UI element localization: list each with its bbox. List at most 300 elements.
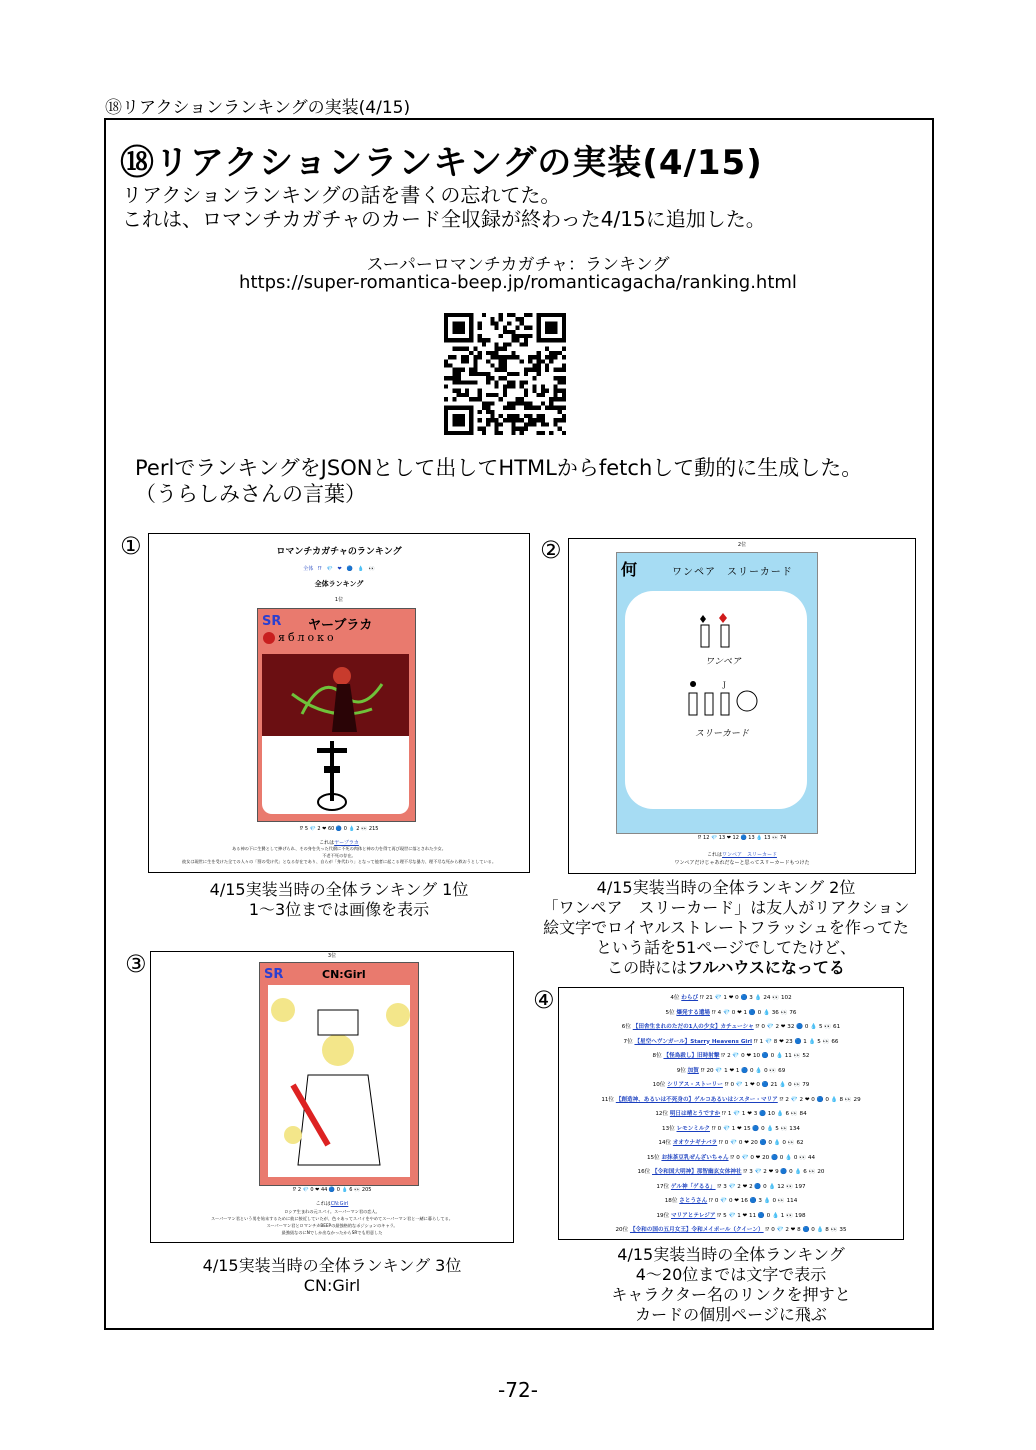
qr-module	[511, 418, 515, 422]
qr-module	[528, 418, 532, 422]
qr-module	[528, 406, 532, 410]
tab-heart[interactable]: ❤	[337, 566, 342, 572]
rank-label: 7位	[623, 1038, 635, 1045]
caption-2	[520, 878, 932, 978]
qr-module	[524, 326, 528, 330]
qr-module	[541, 385, 545, 389]
qr-module	[473, 359, 477, 363]
qr-module	[558, 368, 562, 372]
card-artwork	[262, 654, 409, 736]
qr-module	[486, 401, 490, 405]
qr-module	[486, 359, 490, 363]
qr-module	[499, 368, 503, 372]
caption-line: 1〜3位までは画像を表示	[248, 900, 430, 919]
qr-module	[490, 321, 494, 325]
rank-label: 15位	[646, 1154, 662, 1161]
qr-module	[516, 338, 520, 342]
shot3-rank: 3位	[327, 953, 337, 959]
qr-module	[490, 376, 494, 380]
qr-module	[499, 422, 503, 426]
reaction-stats: ⁉ 0 💎 2 ❤ 32 🔵 0 💧 5 👀 61	[753, 1024, 841, 1030]
qr-module	[503, 359, 507, 363]
qr-module	[528, 359, 532, 363]
qr-module	[507, 372, 511, 376]
qr-module	[516, 326, 520, 330]
qr-module	[494, 385, 498, 389]
qr-module	[490, 351, 494, 355]
qr-module	[482, 342, 486, 346]
qr-module	[448, 355, 452, 359]
qr-module	[528, 313, 532, 317]
card-cn-girl[interactable]	[259, 962, 419, 1186]
qr-module	[452, 347, 456, 351]
qr-module	[490, 401, 494, 405]
character-link[interactable]: シリアス・ストーリー	[667, 1082, 723, 1088]
qr-module	[457, 368, 461, 372]
qr-module	[494, 380, 498, 384]
qr-module	[478, 351, 482, 355]
qr-module	[532, 418, 536, 422]
ranking-row	[559, 991, 903, 1006]
qr-module	[465, 355, 469, 359]
qr-module	[461, 368, 465, 372]
qr-module	[553, 385, 557, 389]
qr-module	[486, 393, 490, 397]
rank-label: 5位	[665, 1009, 677, 1016]
qr-module	[452, 389, 456, 393]
body-line: PerlでランキングをJSONとして出してHTMLからfetchして動的に生成した。	[135, 456, 863, 480]
qr-module	[457, 347, 461, 351]
qr-module	[524, 389, 528, 393]
ranking-row	[559, 1107, 903, 1122]
card-link[interactable]: ワンペア スリーカード	[722, 852, 777, 858]
qr-module	[524, 342, 528, 346]
qr-module	[473, 363, 477, 367]
qr-module	[473, 368, 477, 372]
character-link[interactable]: さとうさん	[679, 1198, 708, 1204]
label-three-card: スリーカード	[695, 729, 749, 739]
qr-module	[478, 321, 482, 325]
qr-module	[486, 418, 490, 422]
qr-module	[532, 385, 536, 389]
qr-module	[486, 410, 490, 414]
rank-label: 18位	[664, 1198, 680, 1204]
qr-module	[537, 363, 541, 367]
qr-module	[499, 347, 503, 351]
apple-icon	[263, 632, 275, 644]
qr-module	[541, 422, 545, 426]
qr-module	[520, 321, 524, 325]
qr-module	[486, 351, 490, 355]
reaction-stats: ⁉ 2 💎 2 ❤ 0 🔵 0 💧 8 👀 29	[777, 1096, 861, 1103]
qr-module	[478, 418, 482, 422]
qr-module	[545, 389, 549, 393]
qr-module	[558, 406, 562, 410]
card-name: CN:Girl	[322, 968, 366, 981]
marker-1: ①	[120, 532, 142, 560]
qr-module	[545, 406, 549, 410]
qr-module	[524, 313, 528, 317]
ranking-row	[559, 1035, 903, 1050]
tab-gem[interactable]: 💎	[326, 566, 333, 572]
qr-module	[553, 355, 557, 359]
three-card-drawing	[685, 679, 775, 724]
character-link[interactable]: わらび	[681, 995, 699, 1001]
qr-module	[503, 389, 507, 393]
qr-module	[524, 406, 528, 410]
character-link[interactable]: レモンミルク	[676, 1125, 710, 1132]
qr-module	[465, 389, 469, 393]
qr-module	[503, 385, 507, 389]
rarity-badge: SR	[262, 614, 282, 629]
character-link[interactable]: 【田舎生まれのただの1人の少女】カチューシャ	[632, 1024, 754, 1030]
qr-module	[553, 393, 557, 397]
tab-all[interactable]: 全体	[303, 566, 314, 572]
ranking-row	[559, 1209, 903, 1224]
qr-module	[499, 414, 503, 418]
svg-text:J: J	[723, 681, 726, 689]
rank-label: 10位	[652, 1082, 668, 1088]
ranking-row	[559, 1078, 903, 1093]
qr-module	[478, 355, 482, 359]
ranking-row	[559, 1151, 903, 1166]
qr-module	[473, 347, 477, 351]
reaction-stats: ⁉ 0 💎 2 ❤ 8 🔵 0 💧 8 👀 35	[763, 1227, 847, 1233]
qr-module	[511, 330, 515, 334]
qr-module	[541, 401, 545, 405]
qr-module	[558, 410, 562, 414]
reaction-stats: ⁉ 3 💎 2 ❤ 2 🔵 0 💧 12 👀 197	[715, 1183, 806, 1190]
rank-label: 19位	[656, 1212, 671, 1219]
desc-line: スーパーマン君という男を始末するために彼に接近していたが、色々あってスパイをやめてスーパーマン君と一緒に暮らしてる。	[210, 1216, 453, 1221]
qr-module	[537, 351, 541, 355]
desc-line: 彼女は現世に生を受けた全ての人々の「罰の受け代」となる存在であり、自らが「身代わり」となって他者に起こる理不尽な暴力、理不尽な死から救おうとしている。	[181, 859, 497, 864]
tab-eyes[interactable]: 👀	[368, 566, 375, 572]
pair-drawing	[695, 611, 745, 651]
reaction-stats: ⁉ 1 💎 8 ❤ 23 🔵 1 💧 5 👀 66	[752, 1038, 839, 1045]
qr-module	[511, 401, 515, 405]
card-link[interactable]: CN:Girl	[330, 1201, 349, 1207]
caption-plain: この時には	[607, 958, 688, 977]
qr-module	[461, 393, 465, 397]
intro-line: これは、ロマンチカガチャのカード全収録が終わった4/15に追加した。	[122, 207, 766, 231]
caption-line: 4/15実装当時の全体ランキング 2位	[596, 878, 856, 897]
qr-module	[494, 393, 498, 397]
qr-module	[520, 397, 524, 401]
qr-module	[444, 397, 448, 401]
qr-module	[549, 406, 553, 410]
screenshot-3	[150, 951, 514, 1243]
qr-module	[511, 422, 515, 426]
qr-module	[473, 355, 477, 359]
qr-module	[520, 401, 524, 405]
qr-module	[516, 317, 520, 321]
qr-module	[528, 414, 532, 418]
qr-module	[541, 431, 545, 435]
qr-module	[553, 397, 557, 401]
body-text	[135, 455, 862, 507]
this-is-label: これは	[707, 852, 723, 858]
qr-module	[562, 406, 566, 410]
qr-module	[478, 372, 482, 376]
character-link[interactable]: 【創造神、あるいは不死身の】ゲルコあるいはシスター・マリア	[615, 1096, 778, 1103]
qr-module	[486, 406, 490, 410]
qr-module	[482, 406, 486, 410]
qr-module	[537, 393, 541, 397]
qr-module	[524, 372, 528, 376]
caption-4	[540, 1245, 922, 1325]
qr-module	[482, 431, 486, 435]
card-link[interactable]: ヤーブラカ	[334, 840, 359, 846]
qr-module	[461, 380, 465, 384]
qr-module	[562, 347, 566, 351]
qr-module	[469, 397, 473, 401]
qr-module	[452, 368, 456, 372]
tab-drop[interactable]: 💧	[357, 566, 364, 572]
shot2-this-is	[569, 851, 915, 858]
qr-module	[516, 372, 520, 376]
qr-module	[473, 380, 477, 384]
caption-line	[520, 958, 932, 978]
ranking-row	[559, 1006, 903, 1021]
qr-module	[486, 376, 490, 380]
qr-module	[486, 372, 490, 376]
qr-module	[482, 338, 486, 342]
qr-module	[524, 393, 528, 397]
character-link[interactable]: 爆発する遺場	[676, 1009, 711, 1016]
marker-2: ②	[540, 536, 562, 564]
tab-blue[interactable]: 🔵	[346, 566, 353, 572]
character-link[interactable]: 【星空ヘヴンガール】Starry Heavens Girl	[634, 1038, 753, 1045]
card-name: ヤーブラカ	[308, 618, 373, 633]
character-link[interactable]: ゲル神「ゲるる」	[670, 1183, 716, 1190]
qr-module	[541, 393, 545, 397]
qr-module	[478, 393, 482, 397]
qr-module	[457, 393, 461, 397]
qr-module	[541, 418, 545, 422]
qr-module	[524, 334, 528, 338]
qr-module	[537, 414, 541, 418]
qr-module	[494, 351, 498, 355]
caption-3	[150, 1256, 514, 1296]
qr-module	[499, 376, 503, 380]
qr-module	[465, 359, 469, 363]
qr-module	[511, 380, 515, 384]
ranking-row	[559, 1020, 903, 1035]
qr-module	[494, 355, 498, 359]
character-link[interactable]: 【怪鳥殺し】旧時射撃	[663, 1053, 720, 1059]
qr-module	[516, 418, 520, 422]
qr-module	[465, 380, 469, 384]
qr-module	[558, 418, 562, 422]
qr-module	[503, 355, 507, 359]
reaction-stats: ⁉ 5 💎 1 ❤ 11 🔵 0 💧 1 👀 198	[715, 1212, 806, 1219]
qr-module	[482, 313, 486, 317]
qr-module	[511, 414, 515, 418]
marker-4: ④	[533, 986, 555, 1014]
caption-line: 絵文字でロイヤルストレートフラッシュを作ってた	[543, 918, 909, 937]
reaction-stats: ⁉ 0 💎 0 ❤ 20 🔵 0 💧 0 👀 62	[717, 1140, 804, 1146]
rank-label: 4位	[670, 995, 682, 1001]
caption-line: キャラクター名のリンクを押すと	[611, 1285, 851, 1304]
qr-module	[507, 355, 511, 359]
qr-module	[549, 359, 553, 363]
reaction-stats: ⁉ 0 💎 1 ❤ 15 🔵 0 💧 5 👀 134	[709, 1125, 800, 1132]
running-header: ⑱リアクションランキングの実装(4/15)	[105, 98, 411, 118]
qr-module	[503, 330, 507, 334]
qr-module	[520, 418, 524, 422]
qr-module	[520, 334, 524, 338]
qr-module	[478, 338, 482, 342]
qr-module	[499, 397, 503, 401]
qr-module	[494, 418, 498, 422]
qr-module	[503, 368, 507, 372]
qr-module	[490, 393, 494, 397]
shot3-desc	[151, 1208, 513, 1236]
character-link[interactable]: 加賀	[687, 1067, 699, 1074]
caption-bold: フルハウスになってる	[687, 958, 845, 977]
qr-module	[562, 431, 566, 435]
qr-module	[520, 427, 524, 431]
qr-module	[516, 334, 520, 338]
qr-module	[516, 414, 520, 418]
character-link[interactable]: お抹茶豆乳ぜんざいちゃん	[661, 1154, 729, 1161]
qr-module	[494, 422, 498, 426]
reaction-stats: ⁉ 3 💎 2 ❤ 9 🔵 0 💧 6 👀 20	[741, 1169, 825, 1175]
reaction-stats: ⁉ 0 💎 0 ❤ 16 🔵 3 💧 0 👀 114	[707, 1198, 798, 1204]
character-link[interactable]: 【令和国大明神】那智幽玄女体神社	[652, 1169, 742, 1175]
qr-module	[558, 380, 562, 384]
qr-module	[486, 380, 490, 384]
qr-module	[507, 380, 511, 384]
qr-module	[507, 406, 511, 410]
qr-module	[541, 389, 545, 393]
qr-module	[457, 389, 461, 393]
qr-module	[541, 359, 545, 363]
card-artwork	[268, 985, 410, 1177]
qr-module	[511, 338, 515, 342]
screenshot-2	[568, 538, 916, 874]
shot1-this-is	[149, 839, 529, 846]
qr-module	[511, 351, 515, 355]
link-heading: スーパーロマンチカガチャ：ランキング	[366, 255, 670, 275]
intro-text	[122, 183, 766, 231]
qr-module	[532, 355, 536, 359]
character-link[interactable]: オオウナギナバラ	[672, 1140, 718, 1146]
qr-module	[478, 397, 482, 401]
qr-module	[478, 389, 482, 393]
qr-module	[452, 380, 456, 384]
character-link[interactable]: マリアとテレジア	[670, 1212, 716, 1219]
qr-module	[545, 368, 549, 372]
qr-module	[524, 368, 528, 372]
rank-label: 16位	[637, 1169, 653, 1175]
qr-module	[494, 368, 498, 372]
qr-module	[465, 393, 469, 397]
qr-module	[452, 376, 456, 380]
qr-module	[532, 389, 536, 393]
rank-label: 8位	[652, 1053, 664, 1059]
shot1-page-title: ロマンチカガチャのランキング	[276, 547, 402, 557]
ranking-row	[559, 1180, 903, 1195]
qr-module	[524, 338, 528, 342]
qr-module	[549, 397, 553, 401]
caption-line: 4/15実装当時の全体ランキング 3位	[202, 1256, 462, 1275]
qr-module	[469, 351, 473, 355]
qr-module	[562, 368, 566, 372]
card-one-pair[interactable]	[616, 552, 818, 834]
qr-module	[478, 334, 482, 338]
shot1-tabs	[149, 565, 529, 572]
qr-module	[511, 334, 515, 338]
qr-module	[490, 410, 494, 414]
caption-line: 4/15実装当時の全体ランキング 1位	[209, 880, 469, 899]
rank-label: 12位	[655, 1111, 670, 1117]
qr-module	[461, 359, 465, 363]
qr-module	[553, 406, 557, 410]
caption-line: 4/15実装当時の全体ランキング	[617, 1245, 845, 1264]
qr-module	[448, 376, 452, 380]
screenshot-4	[558, 987, 904, 1240]
card-yablaka[interactable]	[257, 608, 416, 822]
reaction-stats: ⁉ 2 💎 0 ❤ 10 🔵 0 💧 11 👀 52	[719, 1053, 810, 1059]
shot2-rank: 2位	[737, 542, 747, 548]
qr-module	[499, 334, 503, 338]
qr-module	[511, 431, 515, 435]
card-white-panel	[625, 591, 807, 809]
qr-module	[553, 376, 557, 380]
rank-label: 17位	[656, 1183, 671, 1190]
qr-module	[452, 372, 456, 376]
qr-module	[562, 397, 566, 401]
shot1-desc	[149, 846, 529, 866]
reaction-stats: ⁉ 20 💎 1 ❤ 1 🔵 0 💧 0 👀 69	[698, 1067, 786, 1074]
qr-module	[494, 321, 498, 325]
qr-module	[507, 313, 511, 317]
tab-surprise[interactable]: ⁉	[318, 566, 322, 572]
qr-module	[537, 418, 541, 422]
qr-module	[520, 342, 524, 346]
qr-module	[532, 363, 536, 367]
qr-module	[478, 326, 482, 330]
link-url[interactable]: https://super-romantica-beep.jp/romanticagacha/ranking.html	[239, 272, 797, 293]
qr-module	[490, 355, 494, 359]
qr-module	[562, 418, 566, 422]
character-link[interactable]: 明日は晴とうですか	[669, 1111, 721, 1117]
shot1-rank: 1位	[334, 597, 344, 603]
qr-module	[473, 372, 477, 376]
character-link[interactable]: 【令和の国の五月女王】令和メイポール（クイーン）	[629, 1227, 764, 1233]
caption-line: 「ワンペア スリーカード」は友人がリアクション	[542, 898, 910, 917]
qr-module	[507, 418, 511, 422]
intro-line: リアクションランキングの話を書くの忘れてた。	[122, 183, 561, 207]
desc-line: 不老不死の存在。	[322, 852, 356, 858]
qr-module	[553, 368, 557, 372]
qr-module	[457, 376, 461, 380]
qr-module	[562, 393, 566, 397]
page-number: -72-	[498, 1378, 538, 1402]
rank-label: 11位	[601, 1096, 616, 1103]
qr-module	[524, 427, 528, 431]
shot1-stats: ⁉ 5 💎 2 ❤ 60 🔵 0 💧 2 👀 215	[299, 826, 379, 832]
qr-module	[503, 393, 507, 397]
caption-line: CN:Girl	[303, 1276, 361, 1295]
qr-module	[448, 363, 452, 367]
qr-module	[461, 355, 465, 359]
qr-module	[562, 389, 566, 393]
qr-module	[499, 317, 503, 321]
label-one-pair: ワンペア	[705, 657, 742, 667]
